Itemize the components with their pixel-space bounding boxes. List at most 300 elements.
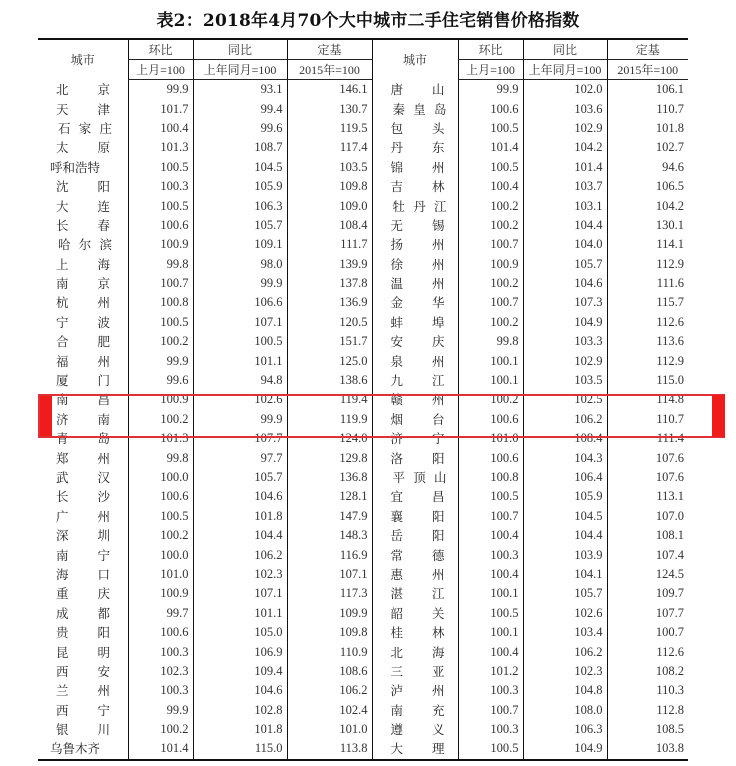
fixed-base-value: 113.1: [607, 487, 688, 506]
yoy-value: 102.9: [523, 351, 607, 370]
city-name: [372, 410, 458, 429]
header-row-2: [38, 60, 688, 80]
city-char: 大: [390, 741, 404, 757]
city-char: 贵: [56, 625, 69, 641]
city-char: 长: [56, 489, 69, 505]
mom-value: 100.6: [128, 623, 193, 642]
fixed-base-value: 101.8: [607, 119, 688, 138]
mom-value: 99.7: [128, 604, 193, 623]
fixed-base-value: 136.8: [287, 468, 372, 487]
city-name: [38, 196, 128, 215]
city-name: [372, 235, 458, 254]
city-char: 海: [97, 256, 110, 272]
table-row: [38, 196, 688, 215]
city-name: [372, 390, 458, 409]
city-char: 唐: [390, 81, 404, 97]
city-char: 岛: [433, 101, 447, 117]
yoy-value: 101.1: [193, 351, 287, 370]
header-fixed-base-left: 2015年=100: [287, 60, 372, 80]
mom-value: 99.8: [128, 255, 193, 274]
yoy-value: 108.4: [523, 429, 607, 448]
yoy-value: 104.6: [193, 681, 287, 700]
price-index-table: [38, 38, 688, 761]
yoy-value: 104.9: [523, 739, 607, 759]
city-char: 兰: [56, 683, 69, 699]
city-char: 口: [97, 566, 110, 582]
city-char: 头: [431, 120, 445, 136]
fixed-base-value: 151.7: [287, 332, 372, 351]
city-name: [372, 701, 458, 720]
fixed-base-value: 112.9: [607, 255, 688, 274]
header-row-1: [38, 39, 688, 60]
city-name: [38, 313, 128, 332]
city-name: [38, 274, 128, 293]
table-row: [38, 429, 688, 448]
city-char: 北: [390, 644, 404, 660]
city-char: 庆: [431, 334, 445, 350]
fixed-base-value: 108.5: [607, 720, 688, 739]
yoy-value: 101.8: [193, 507, 287, 526]
yoy-value: 102.3: [523, 662, 607, 681]
city-char: 安: [97, 663, 110, 679]
yoy-value: 100.5: [193, 332, 287, 351]
yoy-value: 104.9: [523, 313, 607, 332]
mom-value: 100.7: [458, 507, 523, 526]
city-char: 滨: [99, 237, 112, 253]
yoy-value: 105.7: [523, 584, 607, 603]
city-char: 州: [97, 508, 110, 524]
city-char: 州: [431, 566, 445, 582]
city-char: 州: [97, 683, 110, 699]
mom-value: 99.9: [458, 80, 523, 100]
yoy-value: 105.7: [193, 216, 287, 235]
city-char: 青: [56, 431, 69, 447]
city-char: 南: [56, 547, 69, 563]
mom-value: 100.5: [128, 507, 193, 526]
mom-value: 100.6: [458, 448, 523, 467]
fixed-base-value: 115.7: [607, 293, 688, 312]
header-yoy-base-right: 上年同月=100: [523, 60, 607, 80]
mom-value: 100.5: [128, 313, 193, 332]
table-row: [38, 468, 688, 487]
yoy-value: 103.6: [523, 99, 607, 118]
mom-value: 99.6: [128, 371, 193, 390]
yoy-value: 105.9: [193, 177, 287, 196]
city-char: 牡: [392, 198, 406, 214]
city-char: 州: [431, 683, 445, 699]
city-char: 汉: [97, 470, 110, 485]
city-char: 郑: [56, 450, 69, 466]
mom-value: 100.2: [458, 313, 523, 332]
table-row: [38, 80, 688, 100]
mom-value: 100.2: [128, 332, 193, 351]
mom-value: 100.4: [458, 526, 523, 545]
fixed-base-value: 109.9: [287, 604, 372, 623]
mom-value: 100.5: [458, 604, 523, 623]
city-name: [38, 642, 128, 661]
city-char: 上: [56, 256, 69, 272]
city-name: [38, 701, 128, 720]
city-char: 皇: [413, 101, 426, 117]
city-char: 石: [58, 120, 71, 136]
fixed-base-value: 106.1: [607, 80, 688, 100]
city-char: 尔: [78, 237, 92, 253]
table-row: [38, 410, 688, 429]
yoy-value: 106.4: [523, 468, 607, 487]
mom-value: 100.7: [458, 235, 523, 254]
fixed-base-value: 115.0: [607, 371, 688, 390]
city-name: [372, 487, 458, 506]
city-char: 丹: [413, 198, 426, 214]
city-name: [372, 429, 458, 448]
fixed-base-value: 106.5: [607, 177, 688, 196]
fixed-base-value: 120.5: [287, 313, 372, 332]
yoy-value: 102.0: [523, 80, 607, 100]
table-row: [38, 565, 688, 584]
city-char: 温: [390, 276, 404, 292]
mom-value: 101.4: [458, 138, 523, 157]
yoy-value: 104.6: [193, 487, 287, 506]
city-name: [38, 681, 128, 700]
fixed-base-value: 124.0: [287, 429, 372, 448]
city-char: 泸: [390, 683, 404, 699]
fixed-base-value: 104.2: [607, 196, 688, 215]
yoy-value: 103.4: [523, 623, 607, 642]
header-fixed-right: 定基: [607, 39, 688, 60]
city-name: [38, 584, 128, 603]
city-name: [372, 158, 458, 177]
city-char: 肥: [97, 334, 110, 350]
table-row: [38, 487, 688, 506]
yoy-value: 99.6: [193, 119, 287, 138]
yoy-value: 102.3: [193, 565, 287, 584]
mom-value: 100.3: [128, 681, 193, 700]
yoy-value: 109.4: [193, 662, 287, 681]
city-char: 理: [431, 741, 445, 757]
city-char: 武: [56, 470, 69, 485]
yoy-value: 101.8: [193, 720, 287, 739]
city-name: [38, 80, 128, 100]
fixed-base-value: 107.6: [607, 468, 688, 487]
city-char: 昆: [56, 644, 69, 660]
city-char: 阳: [97, 179, 110, 195]
city-char: 泉: [390, 353, 404, 369]
city-char: 海: [431, 644, 445, 660]
fixed-base-value: 119.4: [287, 390, 372, 409]
mom-value: 100.3: [128, 642, 193, 661]
table-row: [38, 507, 688, 526]
city-char: 大: [56, 198, 69, 214]
city-char: 埠: [431, 314, 445, 330]
fixed-base-value: 139.9: [287, 255, 372, 274]
table-row: [38, 177, 688, 196]
yoy-value: 104.4: [193, 526, 287, 545]
city-name: [38, 565, 128, 584]
fixed-base-value: 110.7: [607, 410, 688, 429]
city-char: 州: [97, 295, 110, 311]
mom-value: 100.8: [458, 468, 523, 487]
city-name: [372, 274, 458, 293]
city-char: 南: [56, 276, 69, 292]
city-char: 海: [56, 566, 69, 582]
mom-value: 100.8: [128, 293, 193, 312]
header-mom-base-left: 上月=100: [128, 60, 193, 80]
yoy-value: 99.4: [193, 99, 287, 118]
city-name: [372, 565, 458, 584]
fixed-base-value: 112.8: [607, 701, 688, 720]
city-char: 州: [431, 276, 445, 292]
city-name: [38, 487, 128, 506]
city-char: 岛: [97, 431, 110, 447]
city-char: 亚: [431, 663, 445, 679]
yoy-value: 105.7: [523, 255, 607, 274]
mom-value: 100.2: [128, 720, 193, 739]
mom-value: 100.5: [128, 158, 193, 177]
mom-value: 99.8: [128, 448, 193, 467]
fixed-base-value: 107.0: [607, 507, 688, 526]
city-name: [372, 720, 458, 739]
yoy-value: 108.0: [523, 701, 607, 720]
city-name: [372, 681, 458, 700]
mom-value: 100.3: [458, 545, 523, 564]
mom-value: 100.1: [458, 584, 523, 603]
city-char: 宁: [97, 702, 110, 718]
mom-value: 101.4: [128, 739, 193, 759]
city-char: 吉: [390, 179, 404, 195]
fixed-base-value: 103.5: [287, 158, 372, 177]
city-char: 江: [433, 198, 447, 214]
city-char: 山: [431, 81, 445, 97]
city-char: 庄: [99, 120, 112, 136]
city-char: 桂: [390, 625, 404, 641]
mom-value: 101.0: [128, 565, 193, 584]
city-name: [38, 351, 128, 370]
city-char: 包: [390, 120, 404, 136]
city-char: 福: [56, 353, 69, 369]
fixed-base-value: 109.7: [607, 584, 688, 603]
mom-value: 100.7: [458, 293, 523, 312]
mom-value: 100.5: [458, 487, 523, 506]
table-row: [38, 526, 688, 545]
city-name: [38, 255, 128, 274]
city-name: [38, 235, 128, 254]
city-char: 金: [390, 295, 404, 311]
yoy-value: 106.2: [523, 642, 607, 661]
mom-value: 101.7: [128, 99, 193, 118]
fixed-base-value: 107.1: [287, 565, 372, 584]
city-name: [38, 720, 128, 739]
mom-value: 100.1: [458, 371, 523, 390]
mom-value: 100.3: [128, 177, 193, 196]
city-name: [372, 351, 458, 370]
table-row: [38, 662, 688, 681]
city-char: 广: [56, 508, 69, 524]
yoy-value: 107.1: [193, 313, 287, 332]
city-char: 顶: [413, 470, 426, 485]
city-name: [38, 99, 128, 118]
fixed-base-value: 146.1: [287, 80, 372, 100]
city-name: [372, 604, 458, 623]
city-char: 都: [97, 605, 110, 621]
yoy-value: 104.8: [523, 681, 607, 700]
fixed-base-value: 124.5: [607, 565, 688, 584]
mom-value: 100.2: [458, 196, 523, 215]
city-char: 呼和浩特: [50, 159, 101, 175]
yoy-value: 102.8: [193, 701, 287, 720]
fixed-base-value: 114.8: [607, 390, 688, 409]
city-char: 成: [56, 605, 69, 621]
city-char: 沈: [56, 179, 69, 195]
city-name: [38, 468, 128, 487]
city-char: 长: [56, 217, 69, 233]
header-yoy-left: 同比: [193, 39, 287, 60]
mom-value: 100.7: [128, 274, 193, 293]
city-name: [372, 99, 458, 118]
city-name: [372, 255, 458, 274]
table-row: [38, 390, 688, 409]
city-name: [38, 158, 128, 177]
yoy-value: 108.7: [193, 138, 287, 157]
yoy-value: 104.4: [523, 216, 607, 235]
mom-value: 100.7: [458, 701, 523, 720]
fixed-base-value: 111.6: [607, 274, 688, 293]
fixed-base-value: 113.6: [607, 332, 688, 351]
city-char: 无: [390, 217, 404, 233]
city-char: 宁: [56, 314, 69, 330]
city-char: 平: [392, 470, 406, 485]
city-name: [38, 371, 128, 390]
header-yoy-base-left: 上年同月=100: [193, 60, 287, 80]
mom-value: 100.6: [458, 99, 523, 118]
fixed-base-value: 102.4: [287, 701, 372, 720]
fixed-base-value: 117.3: [287, 584, 372, 603]
mom-value: 100.4: [458, 177, 523, 196]
fixed-base-value: 138.6: [287, 371, 372, 390]
city-name: [372, 119, 458, 138]
mom-value: 100.2: [128, 526, 193, 545]
city-name: [372, 216, 458, 235]
city-name: [38, 604, 128, 623]
city-char: 太: [56, 140, 69, 156]
city-char: 京: [97, 276, 110, 292]
table-row: [38, 235, 688, 254]
table-row: [38, 545, 688, 564]
city-char: 南: [390, 702, 404, 718]
fixed-base-value: 106.2: [287, 681, 372, 700]
city-char: 九: [390, 373, 404, 389]
city-name: [38, 293, 128, 312]
city-char: 春: [97, 217, 110, 233]
fixed-base-value: 102.7: [607, 138, 688, 157]
mom-value: 100.2: [458, 390, 523, 409]
city-char: 阳: [97, 625, 110, 641]
city-name: [38, 138, 128, 157]
city-char: 徐: [390, 256, 404, 272]
city-char: 西: [56, 663, 69, 679]
city-name: [372, 507, 458, 526]
mom-value: 100.5: [458, 158, 523, 177]
city-char: 赣: [390, 392, 404, 408]
yoy-value: 115.0: [193, 739, 287, 759]
mom-value: 100.4: [128, 119, 193, 138]
yoy-value: 106.9: [193, 642, 287, 661]
fixed-base-value: 112.6: [607, 313, 688, 332]
city-name: [38, 448, 128, 467]
yoy-value: 105.7: [193, 468, 287, 487]
city-char: 州: [431, 392, 445, 408]
mom-value: 100.9: [128, 235, 193, 254]
city-char: 州: [431, 237, 445, 253]
city-char: 充: [431, 702, 445, 718]
city-char: 安: [390, 334, 404, 350]
city-char: 州: [97, 450, 110, 466]
city-char: 州: [431, 159, 445, 175]
yoy-value: 106.2: [193, 545, 287, 564]
mom-value: 100.3: [458, 681, 523, 700]
fixed-base-value: 103.8: [607, 739, 688, 759]
city-char: 德: [431, 547, 445, 563]
header-mom-base-right: 上月=100: [458, 60, 523, 80]
mom-value: 100.6: [128, 487, 193, 506]
header-mom-left: 环比: [128, 39, 193, 60]
table-row: [38, 739, 688, 759]
city-name: [38, 332, 128, 351]
fixed-base-value: 94.6: [607, 158, 688, 177]
city-name: [372, 662, 458, 681]
fixed-base-value: 147.9: [287, 507, 372, 526]
city-char: 遵: [390, 722, 404, 738]
yoy-value: 106.2: [523, 410, 607, 429]
fixed-base-value: 101.0: [287, 720, 372, 739]
table-row: [38, 371, 688, 390]
mom-value: 100.4: [458, 565, 523, 584]
mom-value: 100.5: [458, 119, 523, 138]
city-char: 湛: [390, 586, 404, 602]
city-char: 襄: [390, 508, 404, 524]
header-city-right: 城市: [372, 39, 458, 80]
mom-value: 101.3: [128, 138, 193, 157]
city-char: 烟: [390, 411, 404, 427]
table-row: [38, 351, 688, 370]
city-char: 杭: [56, 295, 69, 311]
mom-value: 100.9: [458, 255, 523, 274]
fixed-base-value: 109.8: [287, 177, 372, 196]
city-char: 台: [431, 411, 445, 427]
yoy-value: 103.5: [523, 371, 607, 390]
city-char: 林: [431, 179, 445, 195]
city-char: 银: [56, 722, 69, 738]
fixed-base-value: 107.4: [607, 545, 688, 564]
city-char: 义: [431, 722, 445, 738]
table-row: [38, 274, 688, 293]
city-char: 洛: [390, 450, 404, 466]
city-char: 州: [431, 256, 445, 272]
mom-value: 100.9: [128, 390, 193, 409]
fixed-base-value: 117.4: [287, 138, 372, 157]
city-char: 锡: [431, 217, 445, 233]
city-name: [372, 642, 458, 661]
city-char: 圳: [97, 528, 110, 544]
city-name: [38, 545, 128, 564]
city-char: 京: [97, 81, 110, 97]
header-yoy-right: 同比: [523, 39, 607, 60]
mom-value: 99.9: [128, 351, 193, 370]
city-name: [372, 623, 458, 642]
mom-value: 101.0: [458, 429, 523, 448]
mom-value: 100.4: [458, 642, 523, 661]
fixed-base-value: 108.2: [607, 662, 688, 681]
yoy-value: 104.3: [523, 448, 607, 467]
